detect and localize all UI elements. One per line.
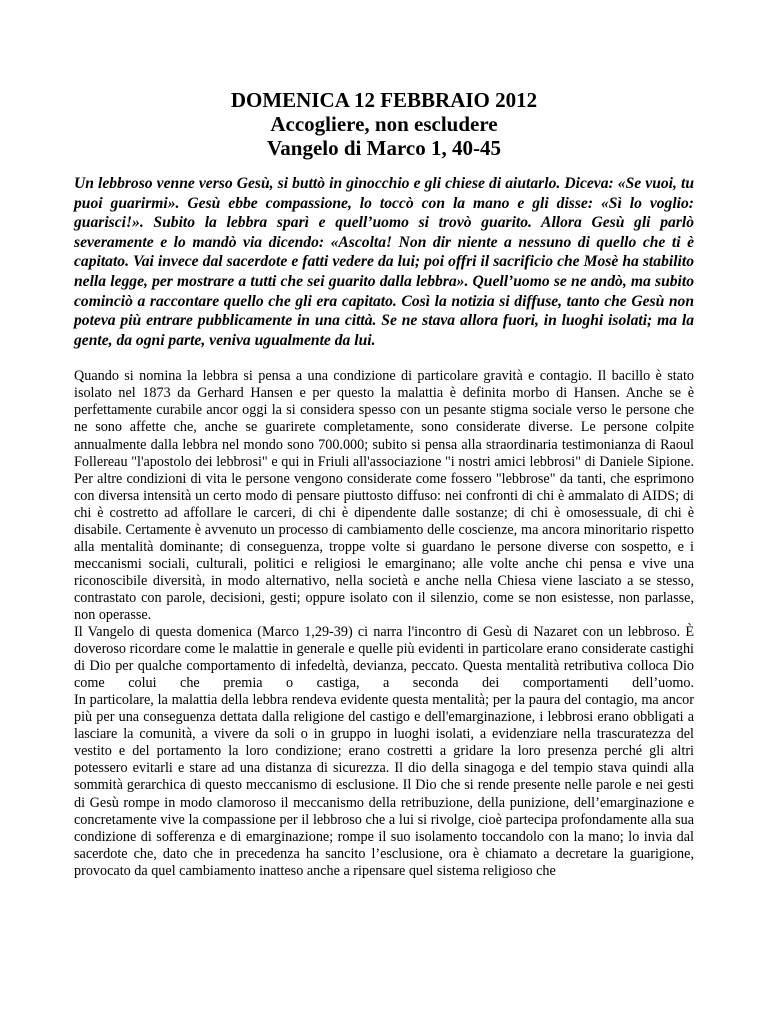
document-page [74,88,694,880]
commentary-paragraph-3: Il Vangelo di questa domenica (Marco 1,29-39) ci narra l'incontro di Gesù di Nazaret con un lebbroso. È doveroso ricordare come le malattie in generale e quelle più evidenti in particolare erano considerate castighi di Dio per qualche comportamento di infedeltà, devianza, peccato. Questa mentalità retributiva colloca Dio come colui che premia o castiga, a seconda dei comportamenti dell’uomo. [74,624,694,692]
document-header [74,88,694,160]
commentary-paragraph-2: Per altre condizioni di vita le persone vengono considerate come fossero "lebbrose" da tanti, che esprimono con diversa intensità un certo modo di pensare piuttosto diffuso: nei confronti di chi è ammalato di AIDS; di chi è costretto ad affollare le carceri, di chi è dipendente dalle sostanze; di chi è omosessuale, di chi è disabile. Certamente è avvenuto un processo di cambiamento delle coscienze, ma ancora minoritario rispetto alla mentalità dominante; di conseguenza, troppe volte si guardano le persone diverse con sospetto, e i meccanismi sociali, culturali, politici e religiosi le emarginano; alle volte anche chi pensa e vive una riconoscibile diversità, in modo alternativo, nella società e anche nella Chiesa viene lasciato a se stesso, contrastato con parole, decisioni, gesti; oppure isolato con il silenzio, come se non esistesse, non parlasse, non operasse. [74,470,694,623]
commentary-paragraph-4: In particolare, la malattia della lebbra rendeva evidente questa mentalità; per la paura del contagio, ma ancor più per una conseguenza dettata dalla religione del castigo e dell'emarginazione, i lebbrosi erano obbligati a lasciare la comunità, a vivere da soli o in gruppo in luoghi isolati, a evidenziare nella trascuratezza del vestito e del portamento la loro condizione; erano costretti a gridare la loro presenza perché gli altri potessero evitarli e stare ad una distanza di sicurezza. Il dio della sinagoga e del tempio stava quindi alla sommità gerarchica di questo meccanismo di esclusione. Il Dio che si rende presente nelle parole e nei gesti di Gesù rompe in modo clamoroso il meccanismo della retribuzione, della punizione, dell’emarginazione e concretamente vive la compassione per il lebbroso che a lui si rivolge, cioè partecipa profondamente alla sua condizione di sofferenza e di emarginazione; rompe il suo isolamento toccandolo con la mano; lo invia dal sacerdote che, dato che in precedenza ha sancito l’esclusione, ora è chiamato a decretare la guarigione, provocato da quel cambiamento inatteso anche a ripensare quel sistema religioso che [74,692,694,879]
gospel-reference-heading: Vangelo di Marco 1, 40-45 [267,136,501,160]
commentary-body [74,368,694,879]
title-heading: Accogliere, non escludere [270,112,498,136]
commentary-paragraph-1: Quando si nomina la lebbra si pensa a una condizione di particolare gravità e contagio. Il bacillo è stato isolato nel 1873 da Gerhard Hansen e per questo la malattia è definita morbo di Hansen. Anche se è perfettamente curabile ancor oggi la si considera spesso con un pesante stigma sociale verso le persone che ne sono affette che, anche se guarirete completamente, sono considerate diverse. Le persone colpite annualmente dalla lebbra nel mondo sono 700.000; subito si pensa alla straordinaria testimonianza di Raoul Follereau "l'apostolo dei lebbrosi" e qui in Friuli all'associazione "i nostri amici lebbrosi" di Daniele Sipione. [74,368,694,470]
gospel-passage: Un lebbroso venne verso Gesù, si buttò in ginocchio e gli chiese di aiutarlo. Diceva: «Se vuoi, tu puoi guarirmi». Gesù ebbe compassione, lo toccò con la mano e gli disse: «Sì lo voglio: guarisci!». Subito la lebbra sparì e quell’uomo si trovò guarito. Allora Gesù gli parlò severamente e lo mandò via dicendo: «Ascolta! Non dir niente a nessuno di quello che ti è capitato. Vai invece dal sacerdote e fatti vedere da lui; poi offri il sacrificio che Mosè ha stabilito nella legge, per mostrare a tutti che sei guarito dalla lebbra». Quell’uomo se ne andò, ma subito cominciò a raccontare quello che gli era capitato. Così la notizia si diffuse, tanto che Gesù non poteva più entrare pubblicamente in una città. Se ne stava allora fuori, in luoghi isolati; ma la gente, da ogni parte, veniva ugualmente da lui. [74,175,694,349]
date-heading: DOMENICA 12 FEBBRAIO 2012 [230,88,538,112]
